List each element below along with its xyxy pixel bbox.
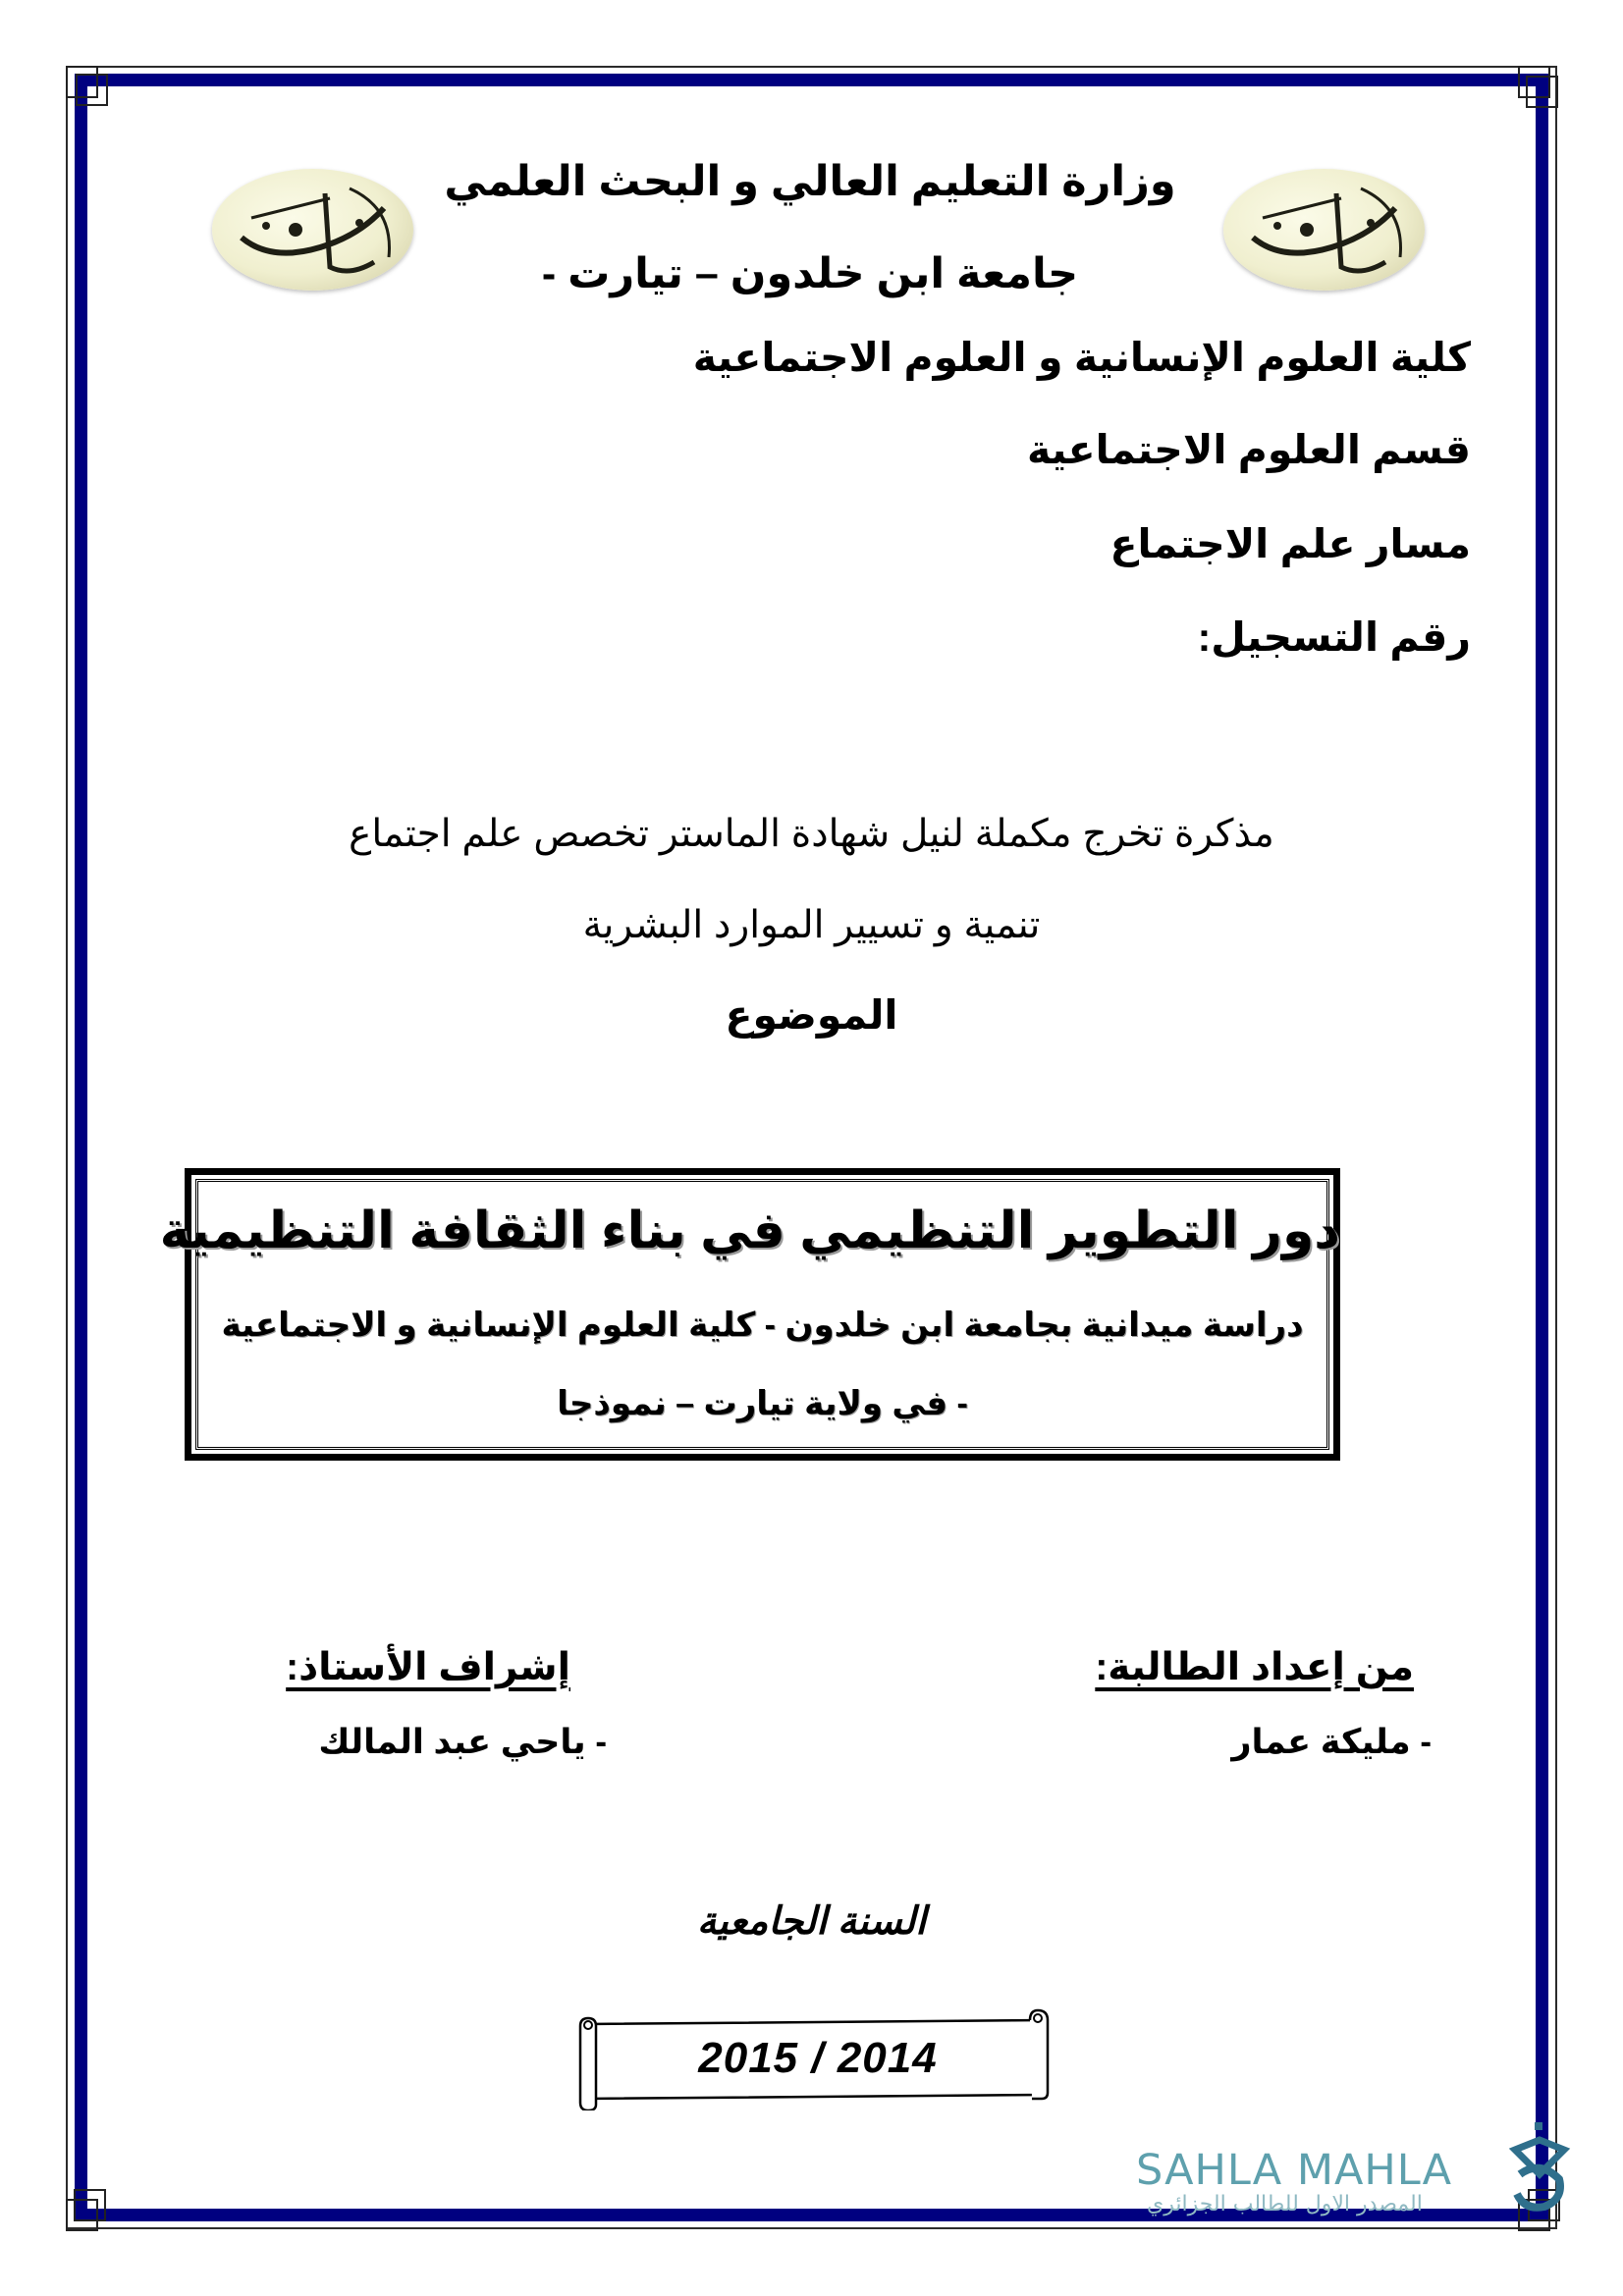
track-line: مسار علم الاجتماع — [1109, 521, 1471, 566]
calligraphy-emblem-icon — [1223, 169, 1425, 291]
academic-year-label: السنة الجامعية — [696, 1900, 927, 1943]
university-logo-right — [1223, 169, 1425, 291]
specialty-line: تنمية و تسيير الموارد البشرية — [582, 904, 1041, 946]
corner-ornament-tl-2 — [76, 74, 108, 106]
sahla-mahla-logo-icon — [1505, 2120, 1574, 2218]
supervisor-name: - ياحي عبد المالك — [318, 1723, 607, 1761]
thesis-title: دور التطوير التنظيمي في بناء الثقافة التنظيمية — [159, 1202, 1340, 1259]
department-line: قسم العلوم الاجتماعية — [1027, 427, 1471, 472]
faculty-line: كلية العلوم الإنسانية و العلوم الاجتماعية — [692, 335, 1471, 380]
student-name: - مليكة عمار — [1231, 1723, 1432, 1761]
university-logo-left — [212, 169, 413, 291]
academic-year-value: 2015 / 2014 — [698, 2034, 938, 2082]
watermark-subtitle: المصدر الاول للطالب الجزائري — [1147, 2192, 1423, 2216]
watermark-title: SAHLA MAHLA — [1136, 2146, 1453, 2195]
registration-number-label: رقم التسجيل: — [1197, 614, 1471, 660]
thesis-subtitle-line1: دراسة ميدانية بجامعة ابن خلدون - كلية العلوم الإنسانية و الاجتماعية — [221, 1307, 1304, 1344]
subject-label: الموضوع — [725, 992, 898, 1038]
university-heading: جامعة ابن خلدون – تيارت - — [541, 250, 1079, 297]
ministry-heading: وزارة التعليم العالي و البحث العلمي — [444, 158, 1176, 205]
corner-ornament-bl-2 — [74, 2189, 106, 2221]
supervisor-heading: إشراف الأستاذ: — [286, 1646, 570, 1688]
thesis-subtitle-line2: - في ولاية تيارت – نموذجا — [557, 1385, 968, 1422]
calligraphy-emblem-icon — [212, 169, 413, 291]
corner-ornament-tr-2 — [1526, 76, 1558, 108]
student-heading: من إعداد الطالبة: — [1095, 1646, 1414, 1688]
thesis-description: مذكرة تخرج مكملة لنيل شهادة الماستر تخصص علم اجتماع — [349, 813, 1274, 855]
